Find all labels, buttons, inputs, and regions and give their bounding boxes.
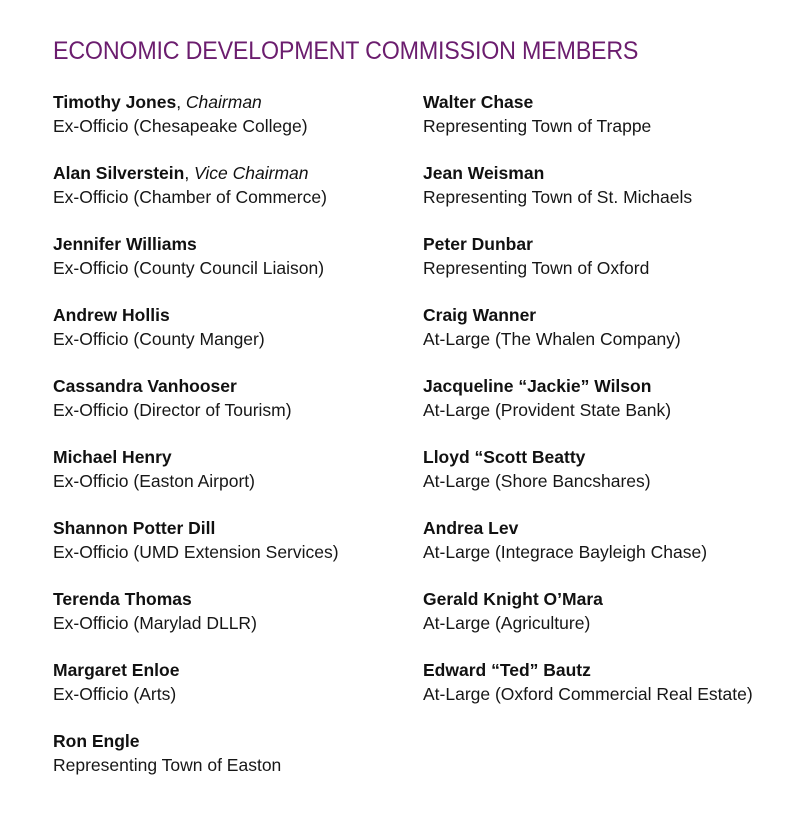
member-affiliation: Ex-Officio (Director of Tourism): [53, 400, 292, 420]
member-name: Timothy Jones: [53, 92, 177, 112]
member-affiliation: At-Large (Shore Bancshares): [423, 471, 651, 491]
member-affiliation: Ex-Officio (Chamber of Commerce): [53, 187, 327, 207]
member-name-line: [53, 588, 339, 611]
member-name-line: [423, 446, 753, 469]
member-name: Walter Chase: [423, 92, 534, 112]
member-affiliation: Ex-Officio (County Council Liaison): [53, 258, 325, 278]
member-name-line: [53, 446, 339, 469]
member-name: Terenda Thomas: [53, 589, 192, 609]
member-entry: [423, 375, 753, 446]
member-entry: [423, 304, 753, 375]
member-entry: [53, 91, 339, 162]
member-affiliation: Representing Town of Easton: [53, 755, 282, 775]
member-name: Lloyd “Scott Beatty: [423, 447, 586, 467]
member-name-line: [423, 304, 753, 327]
right-member-column: [423, 91, 753, 730]
member-affiliation: Ex-Officio (Arts): [53, 684, 177, 704]
member-entry: [53, 588, 339, 659]
member-role: Vice Chairman: [194, 163, 309, 183]
member-affiliation: Representing Town of Trappe: [423, 116, 652, 136]
member-entry: [423, 233, 753, 304]
member-affiliation: At-Large (The Whalen Company): [423, 329, 681, 349]
member-name: Jean Weisman: [423, 163, 545, 183]
name-separator: ,: [184, 163, 195, 183]
member-name-line: [423, 588, 753, 611]
member-name-line: [53, 304, 339, 327]
member-entry: [423, 91, 753, 162]
member-entry: [53, 659, 339, 730]
member-name: Margaret Enloe: [53, 660, 180, 680]
member-name-line: [423, 162, 753, 185]
member-name: Jennifer Williams: [53, 234, 197, 254]
member-affiliation: Representing Town of St. Michaels: [423, 187, 693, 207]
member-name: Andrew Hollis: [53, 305, 170, 325]
member-entry: [423, 517, 753, 588]
member-name: Andrea Lev: [423, 518, 519, 538]
member-role: Chairman: [185, 92, 262, 112]
member-entry: [53, 233, 339, 304]
member-affiliation: Representing Town of Oxford: [423, 258, 650, 278]
member-name: Cassandra Vanhooser: [53, 376, 237, 396]
member-name-line: [53, 91, 339, 114]
member-name-line: [53, 517, 339, 540]
member-affiliation: Ex-Officio (County Manger): [53, 329, 265, 349]
member-affiliation: At-Large (Integrace Bayleigh Chase): [423, 542, 708, 562]
member-entry: [423, 162, 753, 233]
member-name: Ron Engle: [53, 731, 140, 751]
member-name-line: [53, 375, 339, 398]
member-affiliation: Ex-Officio (Marylad DLLR): [53, 613, 257, 633]
left-member-column: [53, 91, 339, 801]
member-name: Gerald Knight O’Mara: [423, 589, 603, 609]
member-entry: [53, 162, 339, 233]
member-affiliation: Ex-Officio (Easton Airport): [53, 471, 255, 491]
member-affiliation: At-Large (Provident State Bank): [423, 400, 672, 420]
member-affiliation: Ex-Officio (Chesapeake College): [53, 116, 308, 136]
member-name-line: [53, 162, 339, 185]
member-entry: [53, 446, 339, 517]
member-entry: [423, 446, 753, 517]
member-name-line: [53, 233, 339, 256]
member-entry: [423, 588, 753, 659]
member-name: Jacqueline “Jackie” Wilson: [423, 376, 652, 396]
member-name: Alan Silverstein: [53, 163, 185, 183]
member-entry: [53, 517, 339, 588]
member-affiliation: At-Large (Agriculture): [423, 613, 591, 633]
member-entry: [53, 304, 339, 375]
member-name-line: [53, 730, 339, 753]
member-name: Craig Wanner: [423, 305, 537, 325]
member-name-line: [53, 659, 339, 682]
page-title: ECONOMIC DEVELOPMENT COMMISSION MEMBERS: [53, 37, 639, 65]
member-name-line: [423, 233, 753, 256]
member-affiliation: Ex-Officio (UMD Extension Services): [53, 542, 339, 562]
member-affiliation: At-Large (Oxford Commercial Real Estate): [423, 684, 753, 704]
member-name-line: [423, 375, 753, 398]
member-entry: [53, 730, 339, 801]
member-name: Michael Henry: [53, 447, 172, 467]
member-entry: [53, 375, 339, 446]
member-name: Edward “Ted” Bautz: [423, 660, 591, 680]
member-name-line: [423, 659, 753, 682]
member-name-line: [423, 517, 753, 540]
member-name-line: [423, 91, 753, 114]
member-entry: [423, 659, 753, 730]
member-name: Peter Dunbar: [423, 234, 533, 254]
name-separator: ,: [176, 92, 186, 112]
member-name: Shannon Potter Dill: [53, 518, 216, 538]
